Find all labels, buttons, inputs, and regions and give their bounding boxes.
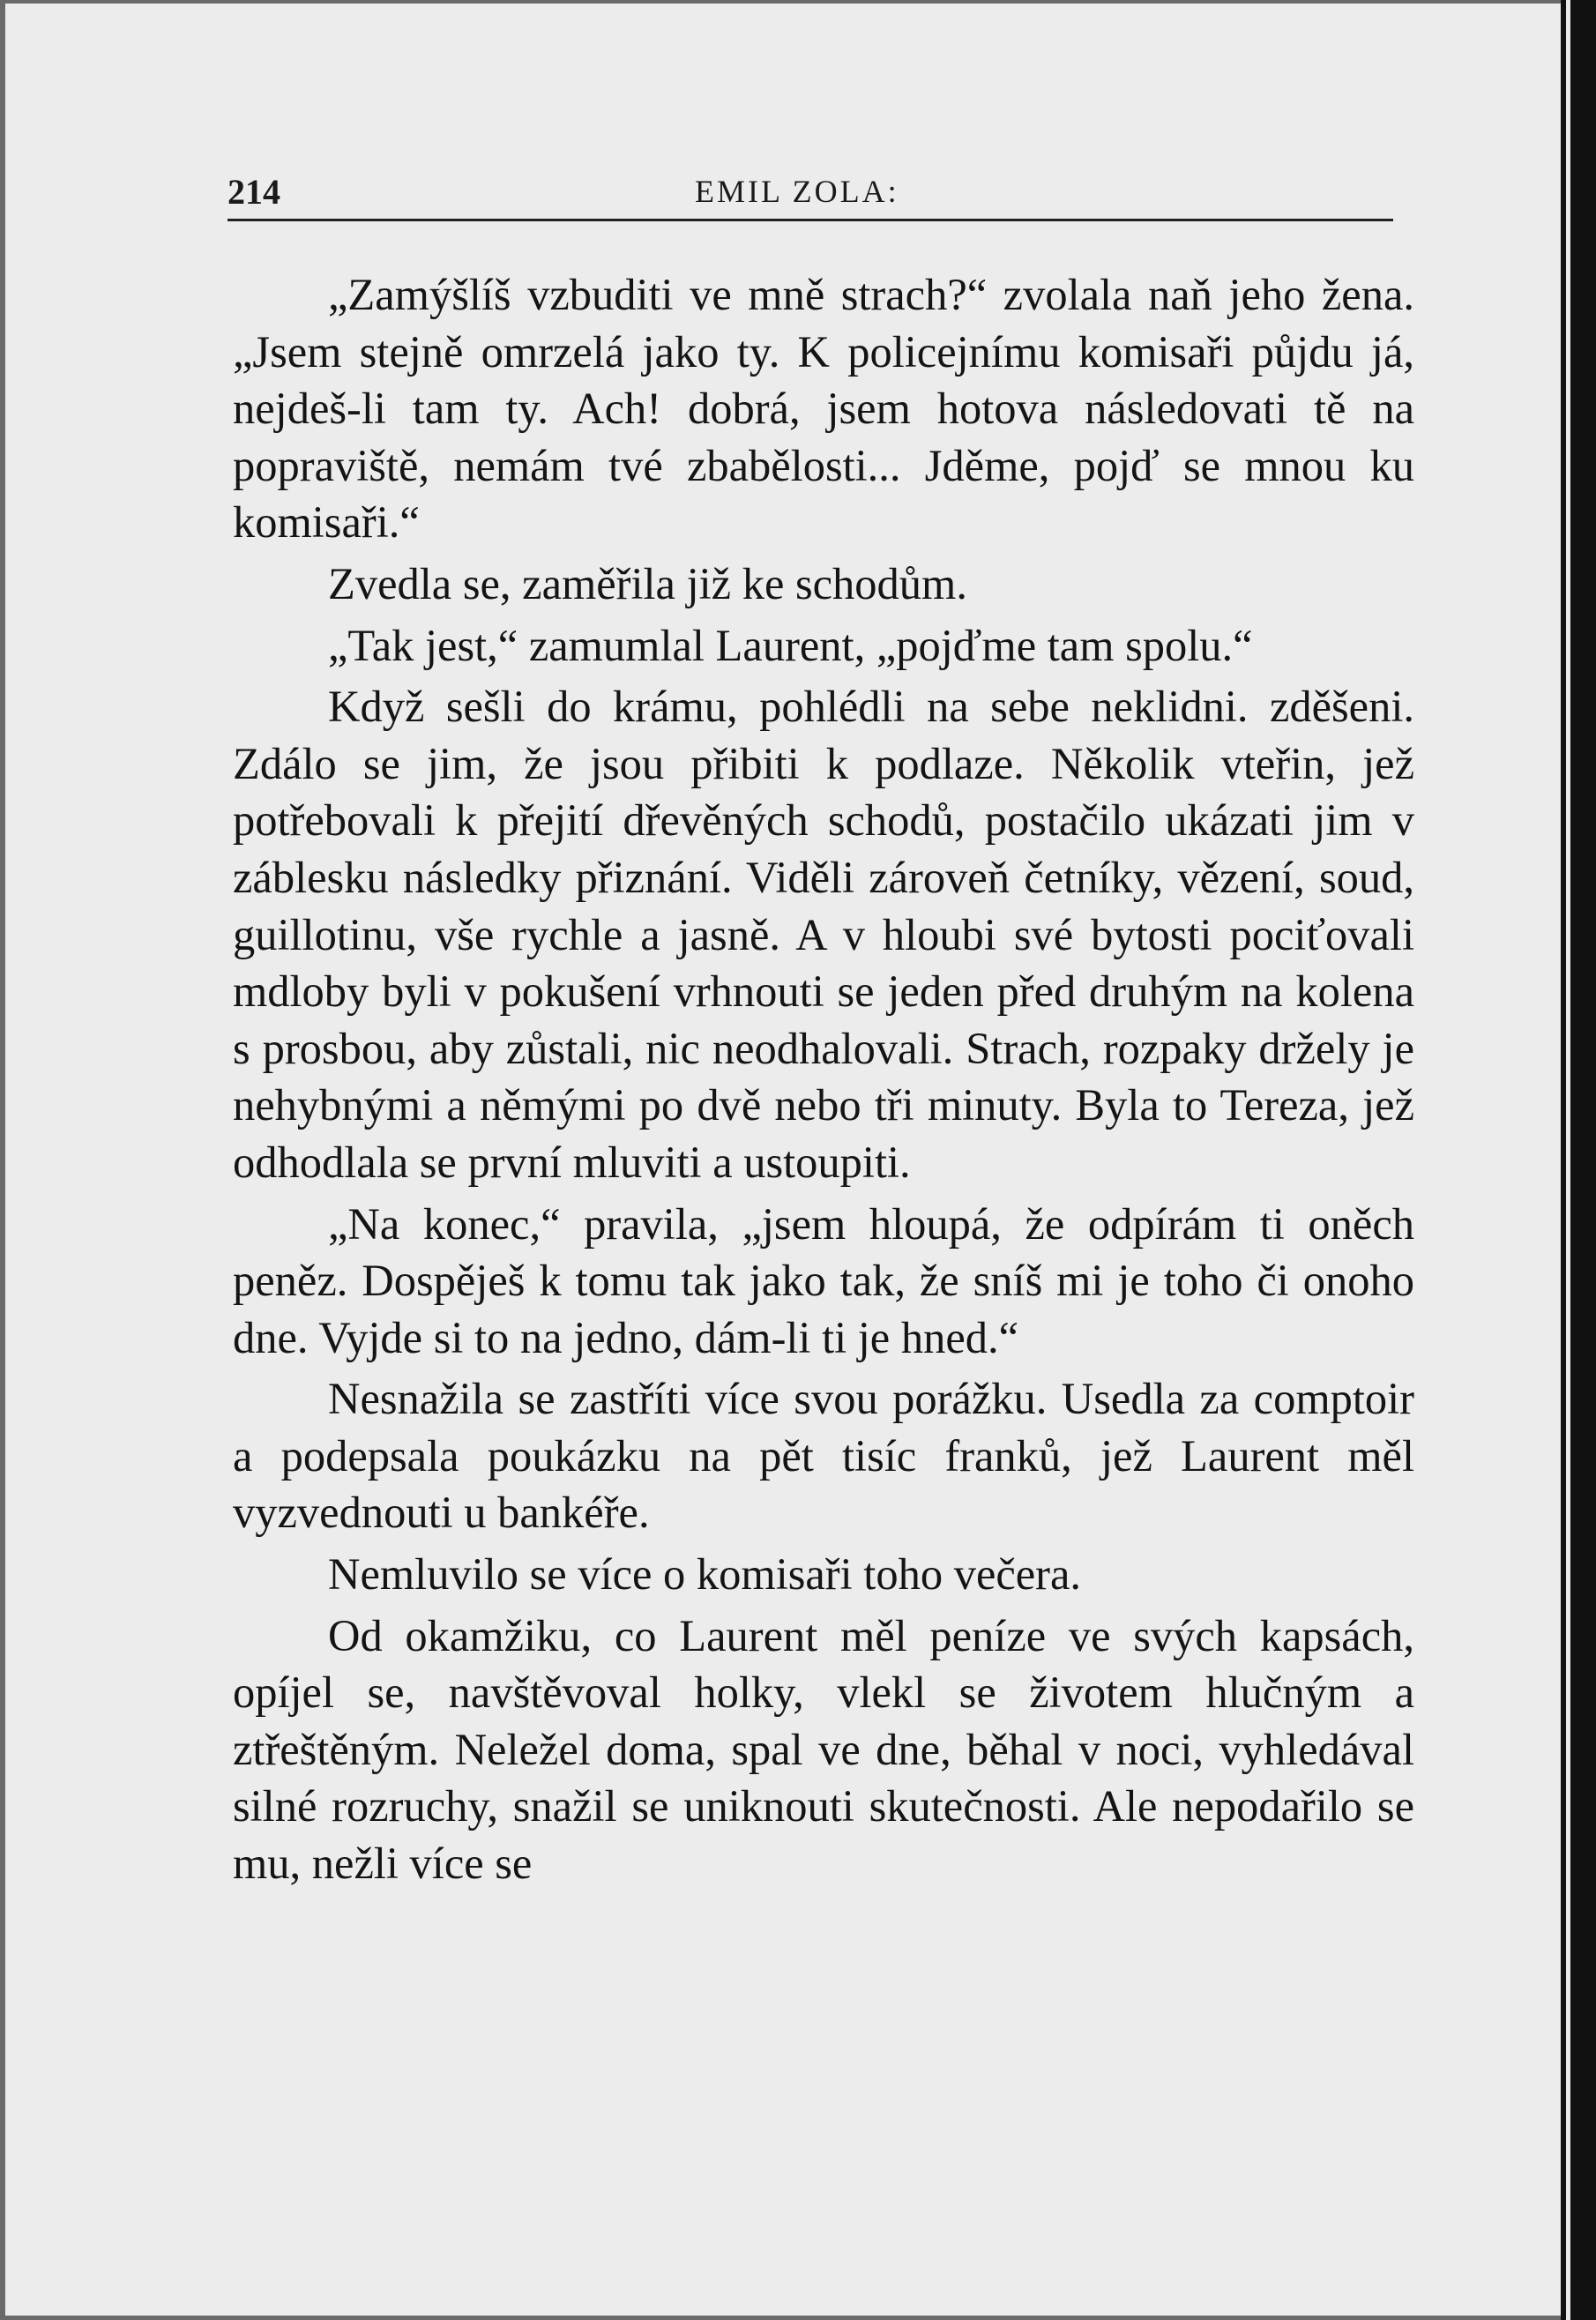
- running-title: EMIL ZOLA:: [695, 174, 899, 209]
- body-text: [233, 266, 1414, 1897]
- paragraph-3: „Tak jest,“ zamumlal Laurent, „pojďme tam spolu.“: [328, 620, 1253, 670]
- paragraph-6: Nesnažila se zastříti více svou porážku. Usedla za comptoir a podepsala poukázku na pět tisíc franků, jež Laurent měl vyzvednouti u bankéře.: [233, 1374, 1414, 1538]
- paragraph-2: Zvedla se, zaměřila již ke schodům.: [328, 558, 967, 608]
- paragraph-1: „Zamýšlíš vzbuditi ve mně strach?“ zvolala naň jeho žena. „Jsem stejně omrzelá jako ty. K policejnímu komisaři půjdu já, nejdeš-li tam ty. Ach! dobrá, jsem hotova následovati tě na popraviště, nemám tvé zbabělosti... Jděme, pojď se mnou ku komisaři.“: [233, 270, 1414, 548]
- paragraph-8: Od okamžiku, co Laurent měl peníze ve svých kapsách, opíjel se, navštěvoval holky, vlekl se životem hlučným a ztřeštěným. Neležel doma, spal ve dne, běhal v noci, vyhledával silné rozruchy, snažil se uniknouti skutečnosti. Ale nepodařilo se mu, nežli více se: [233, 1610, 1414, 1889]
- binding-edge: [1566, 0, 1570, 2320]
- paragraph-5: „Na konec,“ pravila, „jsem hloupá, že odpírám ti oněch peněz. Dospěješ k tomu tak jako tak, že sníš mi je toho či onoho dne. Vyjde si to na jedno, dám-li ti je hned.“: [233, 1198, 1414, 1362]
- book-page: [5, 4, 1561, 2316]
- page-header: [227, 160, 1393, 221]
- page-number: 214: [227, 172, 280, 212]
- paragraph-4: Když sešli do krámu, pohlédli na sebe neklidni. zděšeni. Zdálo se jim, že jsou přibiti k podlaze. Několik vteřin, jež potřebovali k přejití dřevěných schodů, postačilo ukázati jim v záblesku následky přiznání. Viděli zároveň četníky, vězení, soud, guillotinu, vše rychle a jasně. A v hloubi své bytosti pociťovali mdloby byli v pokušení vrhnouti se jeden před druhým na kolena s prosbou, aby zůstali, nic neodhalovali. Strach, rozpaky držely je nehybnými a němými po dvě nebo tři minuty. Byla to Tereza, jež odhodlala se první mluviti a ustoupiti.: [233, 682, 1414, 1187]
- paragraph-7: Nemluvilo se více o komisaři toho večera.: [328, 1549, 1082, 1600]
